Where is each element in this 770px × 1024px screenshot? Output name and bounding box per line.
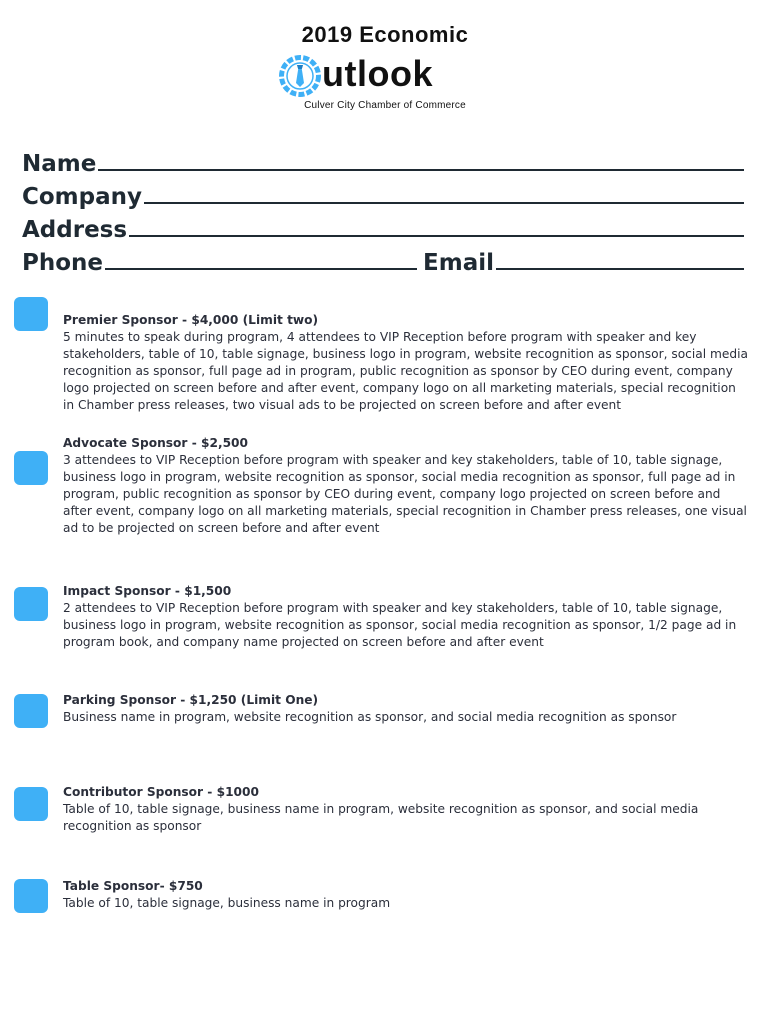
logo-wordmark bbox=[0, 50, 770, 98]
advocate-description: 3 attendees to VIP Reception before program with speaker and key stakeholders, table of 10, table signage, business logo in program, website recognition as sponsor, social media recognition as sponsor, full page ad in program, public recognition as sponsor by CEO during event, company logo projected on screen before and after event, company logo on all marketing materials, special recognition in Chamber press releases, one visual ad to be projected on screen before and after event bbox=[63, 453, 747, 535]
impact-checkbox[interactable] bbox=[14, 587, 48, 621]
contributor-title: Contributor Sponsor - $1000 bbox=[63, 785, 259, 799]
necktie-in-circle-icon bbox=[278, 54, 322, 98]
event-logo bbox=[0, 22, 770, 111]
premier-title: Premier Sponsor - $4,000 (Limit two) bbox=[63, 313, 319, 327]
company-field[interactable] bbox=[22, 179, 744, 212]
name-label: Name bbox=[22, 151, 97, 177]
advocate-checkbox[interactable] bbox=[14, 451, 48, 485]
advocate-title: Advocate Sponsor - $2,500 bbox=[63, 436, 249, 450]
email-input-line[interactable] bbox=[496, 244, 744, 270]
phone-label: Phone bbox=[22, 250, 104, 276]
impact-description: 2 attendees to VIP Reception before program with speaker and key stakeholders, table of 10, table signage, business logo in program, website recognition as sponsor, social media recognition as sponsor, 1/2 page ad in program book, and company name projected on screen before and after event bbox=[63, 601, 737, 649]
name-field[interactable] bbox=[22, 146, 744, 179]
address-label: Address bbox=[22, 217, 128, 243]
parking-title: Parking Sponsor - $1,250 (Limit One) bbox=[63, 693, 319, 707]
email-label: Email bbox=[423, 250, 494, 276]
logo-subtitle: Culver City Chamber of Commerce bbox=[304, 100, 466, 111]
table-title: Table Sponsor- $750 bbox=[63, 879, 203, 893]
company-label: Company bbox=[22, 184, 142, 210]
logo-year-title: 2019 Economic bbox=[301, 22, 469, 47]
contributor-description: Table of 10, table signage, business name in program, website recognition as sponsor, and social media recognition as sponsor bbox=[63, 802, 699, 833]
premier-checkbox[interactable] bbox=[14, 297, 48, 331]
company-input-line[interactable] bbox=[144, 178, 744, 204]
parking-checkbox[interactable] bbox=[14, 694, 48, 728]
address-field[interactable] bbox=[22, 212, 744, 245]
premier-description: 5 minutes to speak during program, 4 attendees to VIP Reception before program with speaker and key stakeholders, table of 10, table signage, business logo in program, website recognition as sponsor, social media recognition as sponsor, full page ad in program, public recognition as sponsor by CEO during event, company logo projected on screen before and after event, company logo on all marketing materials, special recognition in Chamber press releases, two visual ads to be projected on screen before and after event bbox=[63, 330, 748, 412]
phone-input-line[interactable] bbox=[105, 244, 417, 270]
parking-description: Business name in program, website recognition as sponsor, and social media recognition as sponsor bbox=[63, 710, 677, 724]
contact-form bbox=[22, 146, 744, 278]
impact-title: Impact Sponsor - $1,500 bbox=[63, 584, 232, 598]
table-description: Table of 10, table signage, business name in program bbox=[63, 896, 391, 910]
phone-email-field[interactable] bbox=[22, 245, 744, 278]
name-input-line[interactable] bbox=[98, 145, 744, 171]
logo-word: utlook bbox=[322, 53, 433, 94]
address-input-line[interactable] bbox=[129, 211, 744, 237]
table-checkbox[interactable] bbox=[14, 879, 48, 913]
contributor-checkbox[interactable] bbox=[14, 787, 48, 821]
